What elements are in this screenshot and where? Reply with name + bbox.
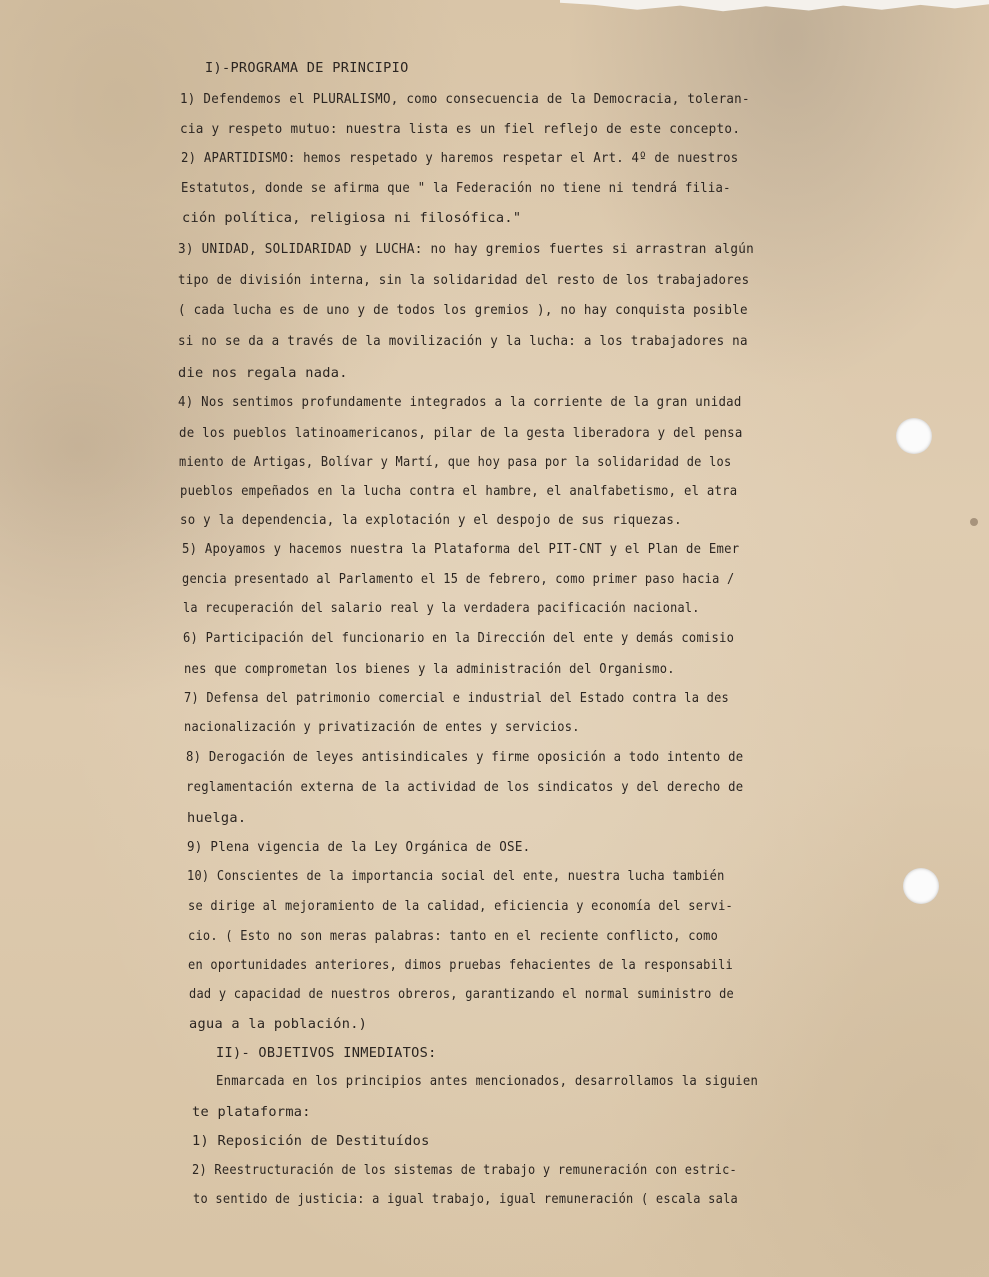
section-heading: I)-PROGRAMA DE PRINCIPIO xyxy=(205,60,409,76)
text-line: so y la dependencia, la explotación y el despojo de sus riquezas. xyxy=(180,512,682,528)
text-line: Enmarcada en los principios antes mencionados, desarrollamos la siguien xyxy=(216,1073,759,1089)
text-line: 2) Reestructuración de los sistemas de trabajo y remuneración con estric- xyxy=(192,1162,738,1178)
text-line: 3) UNIDAD, SOLIDARIDAD y LUCHA: no hay gremios fuertes si arrastran algún xyxy=(178,241,754,257)
text-line: tipo de división interna, sin la solidaridad del resto de los trabajadores xyxy=(178,272,750,288)
text-line: cio. ( Esto no son meras palabras: tanto en el reciente conflicto, como xyxy=(188,928,719,944)
text-line: cia y respeto mutuo: nuestra lista es un fiel reflejo de este concepto. xyxy=(180,121,741,137)
text-line: 1) Reposición de Destituídos xyxy=(192,1133,430,1149)
text-line: la recuperación del salario real y la verdadera pacificación nacional. xyxy=(183,600,700,616)
text-line: dad y capacidad de nuestros obreros, garantizando el normal suministro de xyxy=(189,986,735,1002)
section-heading: II)- OBJETIVOS INMEDIATOS: xyxy=(216,1045,437,1061)
text-line: 6) Participación del funcionario en la Dirección del ente y demás comisio xyxy=(183,630,735,646)
text-line: 10) Conscientes de la importancia social del ente, nuestra lucha también xyxy=(187,868,725,884)
text-line: die nos regala nada. xyxy=(178,365,348,381)
text-line: gencia presentado al Parlamento el 15 de febrero, como primer paso hacia / xyxy=(182,571,735,587)
text-line: te plataforma: xyxy=(192,1104,311,1120)
text-line: miento de Artigas, Bolívar y Martí, que hoy pasa por la solidaridad de los xyxy=(179,454,732,470)
text-line: ción política, religiosa ni filosófica." xyxy=(182,210,522,226)
text-line: 8) Derogación de leyes antisindicales y firme oposición a todo intento de xyxy=(186,749,744,765)
text-line: 1) Defendemos el PLURALISMO, como consecuencia de la Democracia, toleran- xyxy=(180,91,750,107)
text-line: 9) Plena vigencia de la Ley Orgánica de OSE. xyxy=(187,839,531,855)
text-line: 5) Apoyamos y hacemos nuestra la Plataforma del PIT-CNT y el Plan de Emer xyxy=(182,541,740,557)
text-line: to sentido de justicia: a igual trabajo, igual remuneración ( escala sala xyxy=(193,1191,739,1207)
text-line: reglamentación externa de la actividad de los sindicatos y del derecho de xyxy=(186,779,744,795)
text-line: pueblos empeñados en la lucha contra el hambre, el analfabetismo, el atra xyxy=(180,483,738,499)
text-line: 7) Defensa del patrimonio comercial e industrial del Estado contra la des xyxy=(184,690,730,706)
text-line: si no se da a través de la movilización y la lucha: a los trabajadores na xyxy=(178,333,748,349)
text-line: se dirige al mejoramiento de la calidad, eficiencia y economía del servi- xyxy=(188,898,734,914)
text-line: 4) Nos sentimos profundamente integrados a la corriente de la gran unidad xyxy=(178,394,742,410)
text-line: nacionalización y privatización de entes y servicios. xyxy=(184,719,580,735)
text-line: ( cada lucha es de uno y de todos los gremios ), no hay conquista posible xyxy=(178,302,748,318)
text-line: en oportunidades anteriores, dimos pruebas fehacientes de la responsabili xyxy=(188,957,734,973)
text-line: agua a la población.) xyxy=(189,1016,368,1032)
text-line: Estatutos, donde se afirma que " la Federación no tiene ni tendrá filia- xyxy=(181,180,731,196)
text-line: de los pueblos latinoamericanos, pilar de la gesta liberadora y del pensa xyxy=(179,425,743,441)
text-line: 2) APARTIDISMO: hemos respetado y haremos respetar el Art. 4º de nuestros xyxy=(181,150,739,166)
text-line: nes que comprometan los bienes y la administración del Organismo. xyxy=(184,661,675,677)
text-line: huelga. xyxy=(187,810,247,826)
